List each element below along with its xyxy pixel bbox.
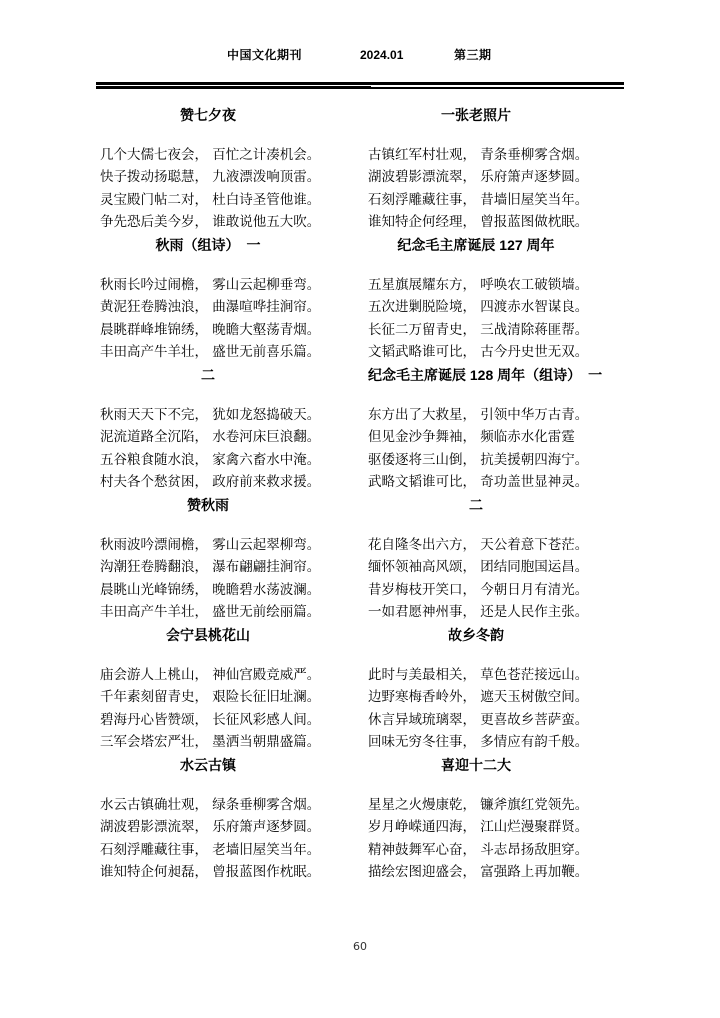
poem-line: 快子拨动扬聪慧， 九液漂泼响顶雷。 <box>100 169 321 185</box>
poem-xiying-shierda <box>368 751 589 881</box>
poem-title: 纪念毛主席诞辰 128 周年（组诗） 一 <box>368 366 603 383</box>
poem-title: 二 <box>201 366 215 383</box>
poem-line: 争先恐后美今岁， 谁敢说他五大吹。 <box>100 214 321 230</box>
header-rule-bottom <box>96 87 624 89</box>
poem-title: 赞七夕夜 <box>180 106 236 123</box>
poem-line: 石刻浮雕藏往事， 昔墙旧屋笑当年。 <box>368 191 589 208</box>
poem-line: 沟潮狂卷腾翻浪， 瀑布翩翩挂涧帘。 <box>100 559 321 575</box>
poem-line: 秋雨天天下不完， 犹如龙怒捣破天。 <box>100 406 321 423</box>
issue-number: 第三期 <box>454 48 492 62</box>
poem-qiuyu-zushi-2 <box>100 361 321 491</box>
poem-title: 喜迎十二大 <box>441 756 511 773</box>
page-header <box>96 47 624 63</box>
poem-line: 五谷粮食随水浪， 家禽六畜水中淹。 <box>100 451 321 468</box>
poem-line: 秋雨长吟过闹檐， 雾山云起柳垂弯。 <box>100 276 321 293</box>
poem-line: 谁知特企何经理， 曾报蓝图做枕眠。 <box>368 214 589 230</box>
poem-line: 千年素刻留青史， 艰险长征旧址澜。 <box>100 689 321 705</box>
poem-qiuyu-zushi-1 <box>100 231 321 361</box>
poem-title: 赞秋雨 <box>187 496 229 513</box>
poem-line: 古镇红军村壮观， 青条垂柳雾含烟。 <box>368 146 589 163</box>
poem-line: 此时与美最相关， 草色苍茫接远山。 <box>368 666 589 683</box>
poem-guxiang-dongyun <box>368 621 589 751</box>
poem-line: 缅怀领袖高风颂， 团结同胞国运昌。 <box>368 559 589 575</box>
header-rule-top <box>96 82 624 85</box>
poem-line: 武略文韬谁可比， 奇功盖世显神灵。 <box>368 474 589 490</box>
poem-line: 描绘宏图迎盛会， 富强路上再加鞭。 <box>368 864 589 880</box>
poem-title: 故乡冬韵 <box>448 626 504 643</box>
issue-date: 2024.01 <box>360 48 404 62</box>
poem-line: 一如君愿神州事， 还是人民作主张。 <box>368 604 589 620</box>
poem-line: 花自隆冬出六方， 天公着意下苍茫。 <box>368 536 589 553</box>
poem-line: 丰田高产牛羊壮， 盛世无前绘丽篇。 <box>100 604 321 620</box>
poems-grid <box>96 101 624 881</box>
poem-jinian-127 <box>368 231 589 361</box>
poem-line: 黄泥狂卷腾浊浪， 曲瀑喧哗挂涧帘。 <box>100 299 321 315</box>
header-rule-bottom-thick <box>96 86 371 89</box>
poem-jinian-128-zushi-2 <box>368 491 589 621</box>
poem-line: 长征二万留青史， 三战清除蒋匪帮。 <box>368 321 589 338</box>
poem-line: 碧海丹心皆赞颂， 长征风彩感人间。 <box>100 711 321 728</box>
poem-line: 五星旗展耀东方， 呼唤农工破锁墙。 <box>368 276 589 293</box>
poem-title: 水云古镇 <box>180 756 236 773</box>
journal-title: 中国文化期刊 <box>227 48 303 62</box>
poem-line: 水云古镇确壮观， 绿条垂柳雾含烟。 <box>100 796 321 813</box>
poem-line: 东方出了大救星， 引领中华万古青。 <box>368 406 589 423</box>
poem-line: 星星之火熳康乾， 镰斧旗红党领先。 <box>368 796 589 813</box>
poem-line: 晨眺群峰堆锦绣， 晚瞻大壑荡青烟。 <box>100 321 321 338</box>
poem-line: 丰田高产牛羊壮， 盛世无前喜乐篇。 <box>100 344 321 360</box>
poem-huining-taohuashan <box>100 621 321 751</box>
page-number: 60 <box>353 940 367 953</box>
poem-zan-qiuyu <box>100 491 321 621</box>
poem-line: 谁知特企何昶磊， 曾报蓝图作枕眠。 <box>100 864 321 880</box>
poem-line: 昔岁梅枝开笑口， 今朝日月有清光。 <box>368 581 589 598</box>
page-content <box>96 0 624 881</box>
poem-line: 岁月峥嵘通四海， 江山烂漫聚群贤。 <box>368 819 589 835</box>
poem-title: 纪念毛主席诞辰 127 周年 <box>397 236 555 253</box>
poem-line: 但见金沙争舞袖， 频临赤水化雷霆 <box>368 429 575 445</box>
header-rule <box>96 82 624 89</box>
poem-yizhang-laozhaopian <box>368 101 589 231</box>
poem-line: 休言异域琉璃翠， 更喜故乡菩萨蛮。 <box>368 711 589 728</box>
poem-title: 一张老照片 <box>441 106 511 123</box>
poem-line: 精神鼓舞军心奋， 斗志昂扬敌胆穿。 <box>368 841 589 858</box>
poem-line: 秋雨波吟漂闹檐， 雾山云起翠柳弯。 <box>100 536 321 553</box>
poem-title: 会宁县桃花山 <box>166 626 250 643</box>
poem-line: 石刻浮雕藏往事， 老墙旧屋笑当年。 <box>100 841 321 858</box>
poem-zan-qixi-ye <box>100 101 321 231</box>
poem-shuiyun-guzhen <box>100 751 321 881</box>
poem-line: 三军会塔宏严壮， 墨洒当朝鼎盛篇。 <box>100 734 321 750</box>
poem-line: 回味无穷冬往事， 多情应有韵千般。 <box>368 734 589 750</box>
poem-line: 边野寒梅香岭外， 遮天玉树傲空间。 <box>368 689 589 705</box>
poem-line: 泥流道路全沉陷， 水卷河床巨浪翻。 <box>100 429 321 445</box>
poem-line: 湖波碧影漂流翠， 乐府箫声逐梦圆。 <box>100 819 321 835</box>
poem-line: 灵宝殿门帖二对， 杜白诗圣管他谁。 <box>100 191 321 208</box>
poem-line: 村夫各个愁贫困， 政府前来救求援。 <box>100 474 321 490</box>
poem-line: 文韬武略谁可比， 古今丹史世无双。 <box>368 344 589 360</box>
poem-line: 晨眺山光峰锦绣， 晚瞻碧水荡波澜。 <box>100 581 321 598</box>
poem-title: 秋雨（组诗） 一 <box>155 236 261 253</box>
poem-title: 二 <box>469 496 483 513</box>
poem-line: 湖波碧影漂流翠， 乐府箫声逐梦圆。 <box>368 169 589 185</box>
poem-line: 庙会游人上桃山， 神仙宫殿竞威严。 <box>100 666 321 683</box>
poem-jinian-128-zushi-1 <box>368 361 603 491</box>
poem-line: 五次进剿脱险境， 四渡赤水智谋良。 <box>368 299 589 315</box>
poem-line: 几个大儒七夜会， 百忙之计凑机会。 <box>100 146 321 163</box>
poem-line: 驱倭逐将三山倒， 抗美援朝四海宁。 <box>368 451 589 468</box>
